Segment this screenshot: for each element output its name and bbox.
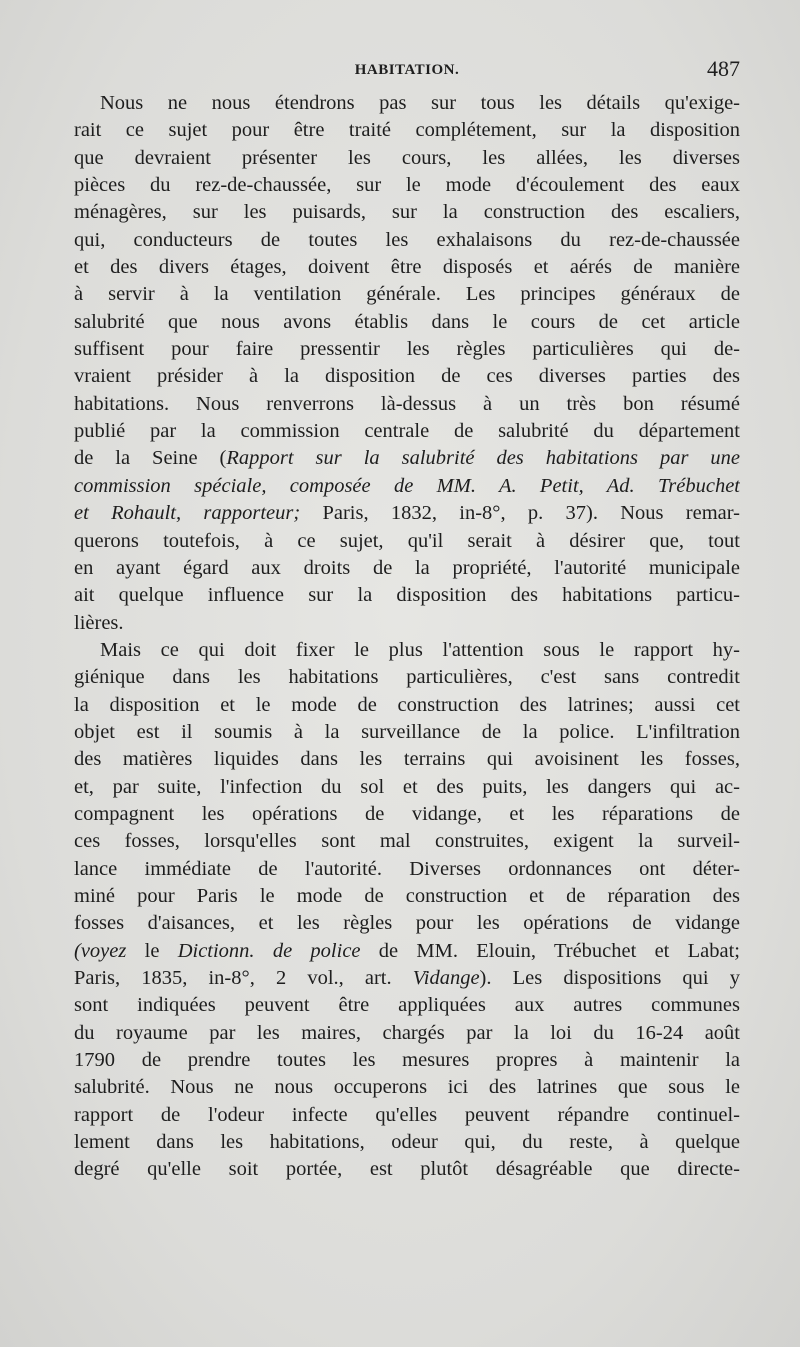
- text-line: en ayant égard aux droits de la propriété, l'autorité municipale: [74, 556, 740, 579]
- text-line: fosses d'aisances, et les règles pour les opérations de vidange: [74, 912, 740, 935]
- text-span-italic: (voyez: [74, 939, 127, 962]
- text-line: pièces du rez-de-chaussée, sur le mode d'écoulement des eaux: [74, 174, 740, 197]
- text-line: giénique dans les habitations particulières, c'est sans contredit: [74, 666, 740, 689]
- text-line: objet est il soumis à la surveillance de la police. L'infiltration: [74, 720, 740, 743]
- text-line: sont indiquées peuvent être appliquées aux autres communes: [74, 994, 740, 1017]
- text-span: de MM. Elouin, Trébuchet et Labat;: [360, 939, 740, 962]
- text-line: salubrité. Nous ne nous occuperons ici des latrines que sous le: [74, 1076, 740, 1099]
- text-line: suffisent pour faire pressentir les règles particulières qui de-: [74, 338, 740, 361]
- text-line: querons toutefois, à ce sujet, qu'il serait à désirer que, tout: [74, 529, 740, 552]
- text-line: rapport de l'odeur infecte qu'elles peuvent répandre continuel-: [74, 1103, 740, 1126]
- text-line: miné pour Paris le mode de construction et de réparation des: [74, 884, 740, 907]
- text-line: 1790 de prendre toutes les mesures propres à maintenir la: [74, 1049, 740, 1072]
- text-line: lement dans les habitations, odeur qui, du reste, à quelque: [74, 1131, 740, 1154]
- text-line: ait quelque influence sur la disposition des habitations particu-: [74, 584, 740, 607]
- text-line: lières.: [74, 611, 124, 634]
- text-span: Paris, 1832, in-8°, p. 37). Nous remar-: [300, 502, 740, 525]
- text-line: compagnent les opérations de vidange, et les réparations de: [74, 802, 740, 825]
- citation-title: Vidange: [412, 967, 480, 989]
- text-line: rait ce sujet pour être traité complétement, sur la disposition: [74, 119, 740, 142]
- body-text: [74, 90, 740, 1184]
- text-line: degré qu'elle soit portée, est plutôt désagréable que directe-: [74, 1158, 740, 1181]
- text-line: salubrité que nous avons établis dans le cours de cet article: [74, 310, 740, 333]
- text-line: la disposition et le mode de construction des latrines; aussi cet: [74, 693, 740, 716]
- text-line: des matières liquides dans les terrains qui avoisinent les fosses,: [74, 748, 740, 771]
- page-header: [74, 56, 740, 86]
- text-line: Nous ne nous étendrons pas sur tous les détails qu'exige-: [100, 92, 740, 114]
- citation-title: Dictionn. de police: [177, 939, 361, 962]
- citation-title: Rapport sur la salubrité des habitations par une: [226, 447, 740, 470]
- text-line: [74, 500, 740, 527]
- text-line: [74, 445, 740, 472]
- text-line: qui, conducteurs de toutes les exhalaisons du rez-de-chaussée: [74, 228, 740, 251]
- citation-title: et Rohault, rapporteur;: [74, 502, 301, 525]
- text-line: Mais ce qui doit fixer le plus l'attention sous le rapport hy-: [100, 638, 740, 661]
- text-line: habitations. Nous renverrons là-dessus à un très bon résumé: [74, 392, 740, 415]
- running-head: HABITATION.: [354, 62, 460, 78]
- text-line: publié par la commission centrale de salubrité du département: [74, 420, 740, 443]
- page-number: 487: [707, 56, 740, 81]
- text-line: [74, 965, 740, 992]
- text-line: que devraient présenter les cours, les allées, les diverses: [74, 146, 740, 169]
- text-span: le: [126, 939, 178, 962]
- text-span: de la Seine (: [74, 447, 227, 470]
- text-line: ménagères, sur les puisards, sur la construction des escaliers,: [74, 201, 740, 224]
- text-span: ). Les dispositions qui y: [479, 967, 740, 989]
- text-line: à servir à la ventilation générale. Les principes généraux de: [74, 283, 740, 306]
- text-line: commission spéciale, composée de MM. A. Petit, Ad. Trébuchet: [74, 474, 740, 497]
- text-line: et, par suite, l'infection du sol et des puits, les dangers qui ac-: [74, 775, 740, 798]
- text-line: lance immédiate de l'autorité. Diverses ordonnances ont déter-: [74, 857, 740, 880]
- text-line: du royaume par les maires, chargés par la loi du 16-24 août: [74, 1021, 740, 1044]
- text-line: [74, 938, 740, 965]
- text-line: et des divers étages, doivent être disposés et aérés de manière: [74, 256, 740, 279]
- text-span: Paris, 1835, in-8°, 2 vol., art.: [74, 967, 413, 989]
- text-line: vraient présider à la disposition de ces diverses parties des: [74, 365, 740, 388]
- text-line: ces fosses, lorsqu'elles sont mal construites, exigent la surveil-: [74, 830, 740, 853]
